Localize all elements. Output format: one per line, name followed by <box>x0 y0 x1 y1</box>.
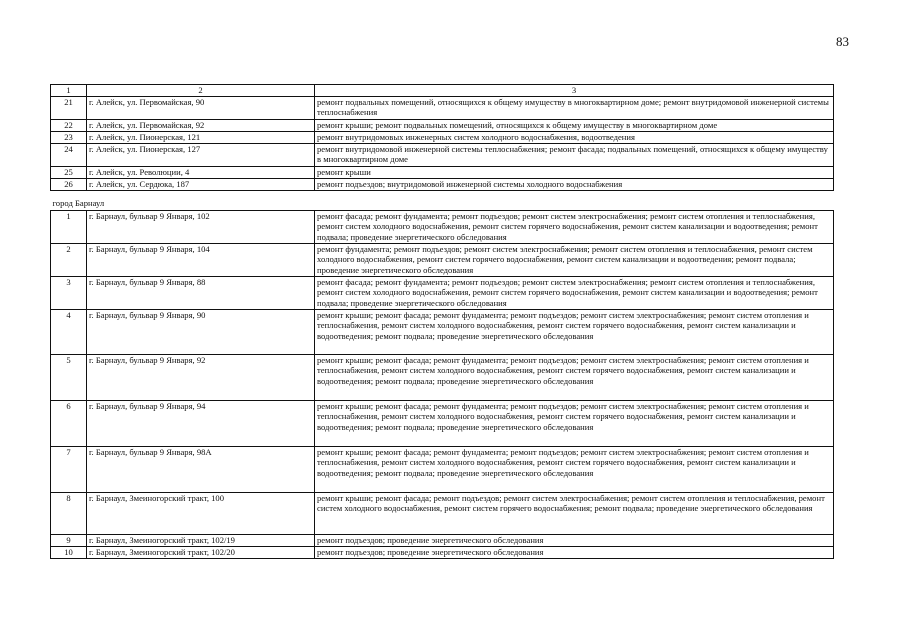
row-works: ремонт внутридомовой инженерной системы теплоснабжения; ремонт фасада; подвальных помещений, относящихся к общему имуществу в многоквартирном доме <box>315 143 834 166</box>
table-row <box>51 276 834 309</box>
row-works: ремонт подвальных помещений, относящихся к общему имуществу в многоквартирном доме; ремонт внутридомовой инженерной системы теплоснабжения <box>315 96 834 119</box>
table-row <box>51 119 834 131</box>
row-works: ремонт подъездов; проведение энергетического обследования <box>315 546 834 558</box>
row-address: г. Барнаул, бульвар 9 Января, 102 <box>87 210 315 243</box>
table-row <box>51 492 834 534</box>
row-number: 5 <box>51 354 87 400</box>
row-number: 6 <box>51 400 87 446</box>
city-section-row <box>51 190 834 210</box>
row-number: 22 <box>51 119 87 131</box>
row-address: г. Барнаул, Змеиногорский тракт, 102/19 <box>87 534 315 546</box>
row-number: 3 <box>51 276 87 309</box>
row-address: г. Барнаул, бульвар 9 Января, 94 <box>87 400 315 446</box>
row-address: г. Барнаул, Змеиногорский тракт, 100 <box>87 492 315 534</box>
table-row <box>51 96 834 119</box>
row-works: ремонт крыши; ремонт фасада; ремонт фундамента; ремонт подъездов; ремонт систем электроснабжения; ремонт систем отопления и теплоснабжения, ремонт систем холодного водоснабжения, ремонт систем горячего водоснабжения, ремонт систем канализации и водоотведения; ремонт подвала; проведение энергетического обследования <box>315 309 834 354</box>
row-address: г. Барнаул, бульвар 9 Января, 90 <box>87 309 315 354</box>
row-address: г. Барнаул, Змеиногорский тракт, 102/20 <box>87 546 315 558</box>
row-address: г. Барнаул, бульвар 9 Января, 104 <box>87 243 315 276</box>
table-row <box>51 210 834 243</box>
row-number: 24 <box>51 143 87 166</box>
row-number: 25 <box>51 166 87 178</box>
table-row <box>51 131 834 143</box>
row-works: ремонт подъездов; проведение энергетического обследования <box>315 534 834 546</box>
row-works: ремонт крыши; ремонт фасада; ремонт фундамента; ремонт подъездов; ремонт систем электроснабжения; ремонт систем отопления и теплоснабжения, ремонт систем холодного водоснабжения, ремонт систем горячего водоснабжения, ремонт систем канализации и водоотведения; ремонт подвала; проведение энергетического обследования <box>315 446 834 492</box>
row-address: г. Алейск, ул. Первомайская, 90 <box>87 96 315 119</box>
row-address: г. Алейск, ул. Пионерская, 127 <box>87 143 315 166</box>
table-row <box>51 446 834 492</box>
table-row <box>51 309 834 354</box>
city-label: город Барнаул <box>51 190 834 210</box>
row-address: г. Барнаул, бульвар 9 Января, 88 <box>87 276 315 309</box>
row-address: г. Барнаул, бульвар 9 Января, 92 <box>87 354 315 400</box>
table-row <box>51 178 834 190</box>
table-header-row <box>51 85 834 97</box>
header-col-3: 3 <box>315 85 834 97</box>
row-works: ремонт фасада; ремонт фундамента; ремонт подъездов; ремонт систем электроснабжения; ремонт систем отопления и теплоснабжения, ремонт систем холодного водоснабжения, ремонт систем горячего водоснабжения, ремонт систем канализации и водоотведения; ремонт подвала; проведение энергетического обследования <box>315 210 834 243</box>
header-col-2: 2 <box>87 85 315 97</box>
table-row <box>51 354 834 400</box>
row-number: 7 <box>51 446 87 492</box>
row-works: ремонт крыши; ремонт подвальных помещений, относящихся к общему имуществу в многоквартирном доме <box>315 119 834 131</box>
table-row <box>51 243 834 276</box>
table-row <box>51 400 834 446</box>
row-address: г. Алейск, ул. Сердюка, 187 <box>87 178 315 190</box>
row-number: 21 <box>51 96 87 119</box>
row-address: г. Барнаул, бульвар 9 Января, 98А <box>87 446 315 492</box>
row-address: г. Алейск, ул. Пионерская, 121 <box>87 131 315 143</box>
works-table <box>50 84 834 559</box>
row-address: г. Алейск, ул. Революции, 4 <box>87 166 315 178</box>
row-number: 8 <box>51 492 87 534</box>
row-number: 2 <box>51 243 87 276</box>
row-works: ремонт крыши; ремонт фасада; ремонт фундамента; ремонт подъездов; ремонт систем электроснабжения; ремонт систем отопления и теплоснабжения, ремонт систем холодного водоснабжения, ремонт систем горячего водоснабжения, ремонт систем канализации и водоотведения; ремонт подвала; проведение энергетического обследования <box>315 354 834 400</box>
row-works: ремонт крыши; ремонт фасада; ремонт подъездов; ремонт систем электроснабжения; ремонт систем отопления и теплоснабжения, ремонт систем холодного водоснабжения, ремонт систем горячего водоснабжения; ремонт подвала; проведение энергетического обследования <box>315 492 834 534</box>
row-works: ремонт подъездов; внутридомовой инженерной системы холодного водоснабжения <box>315 178 834 190</box>
table-row <box>51 546 834 558</box>
row-number: 4 <box>51 309 87 354</box>
row-works: ремонт внутридомовых инженерных систем холодного водоснабжения, водоотведения <box>315 131 834 143</box>
row-number: 9 <box>51 534 87 546</box>
row-address: г. Алейск, ул. Первомайская, 92 <box>87 119 315 131</box>
row-number: 1 <box>51 210 87 243</box>
table-row <box>51 143 834 166</box>
row-works: ремонт фасада; ремонт фундамента; ремонт подъездов; ремонт систем электроснабжения; ремонт систем отопления и теплоснабжения, ремонт систем холодного водоснабжения, ремонт систем горячего водоснабжения, ремонт систем канализации и водоотведения; ремонт подвала; проведение энергетического обследования <box>315 276 834 309</box>
row-number: 26 <box>51 178 87 190</box>
row-works: ремонт крыши; ремонт фасада; ремонт фундамента; ремонт подъездов; ремонт систем электроснабжения; ремонт систем отопления и теплоснабжения, ремонт систем холодного водоснабжения, ремонт систем горячего водоснабжения, ремонт систем канализации и водоотведения; ремонт подвала; проведение энергетического обследования <box>315 400 834 446</box>
row-works: ремонт фундамента; ремонт подъездов; ремонт систем электроснабжения; ремонт систем отопления и теплоснабжения, ремонт систем холодного водоснабжения, ремонт систем горячего водоснабжения, ремонт систем канализации и водоотведения; ремонт подвала; проведение энергетического обследования <box>315 243 834 276</box>
table-row <box>51 534 834 546</box>
row-number: 23 <box>51 131 87 143</box>
header-col-1: 1 <box>51 85 87 97</box>
row-works: ремонт крыши <box>315 166 834 178</box>
page-number: 83 <box>836 34 849 49</box>
table-row <box>51 166 834 178</box>
row-number: 10 <box>51 546 87 558</box>
